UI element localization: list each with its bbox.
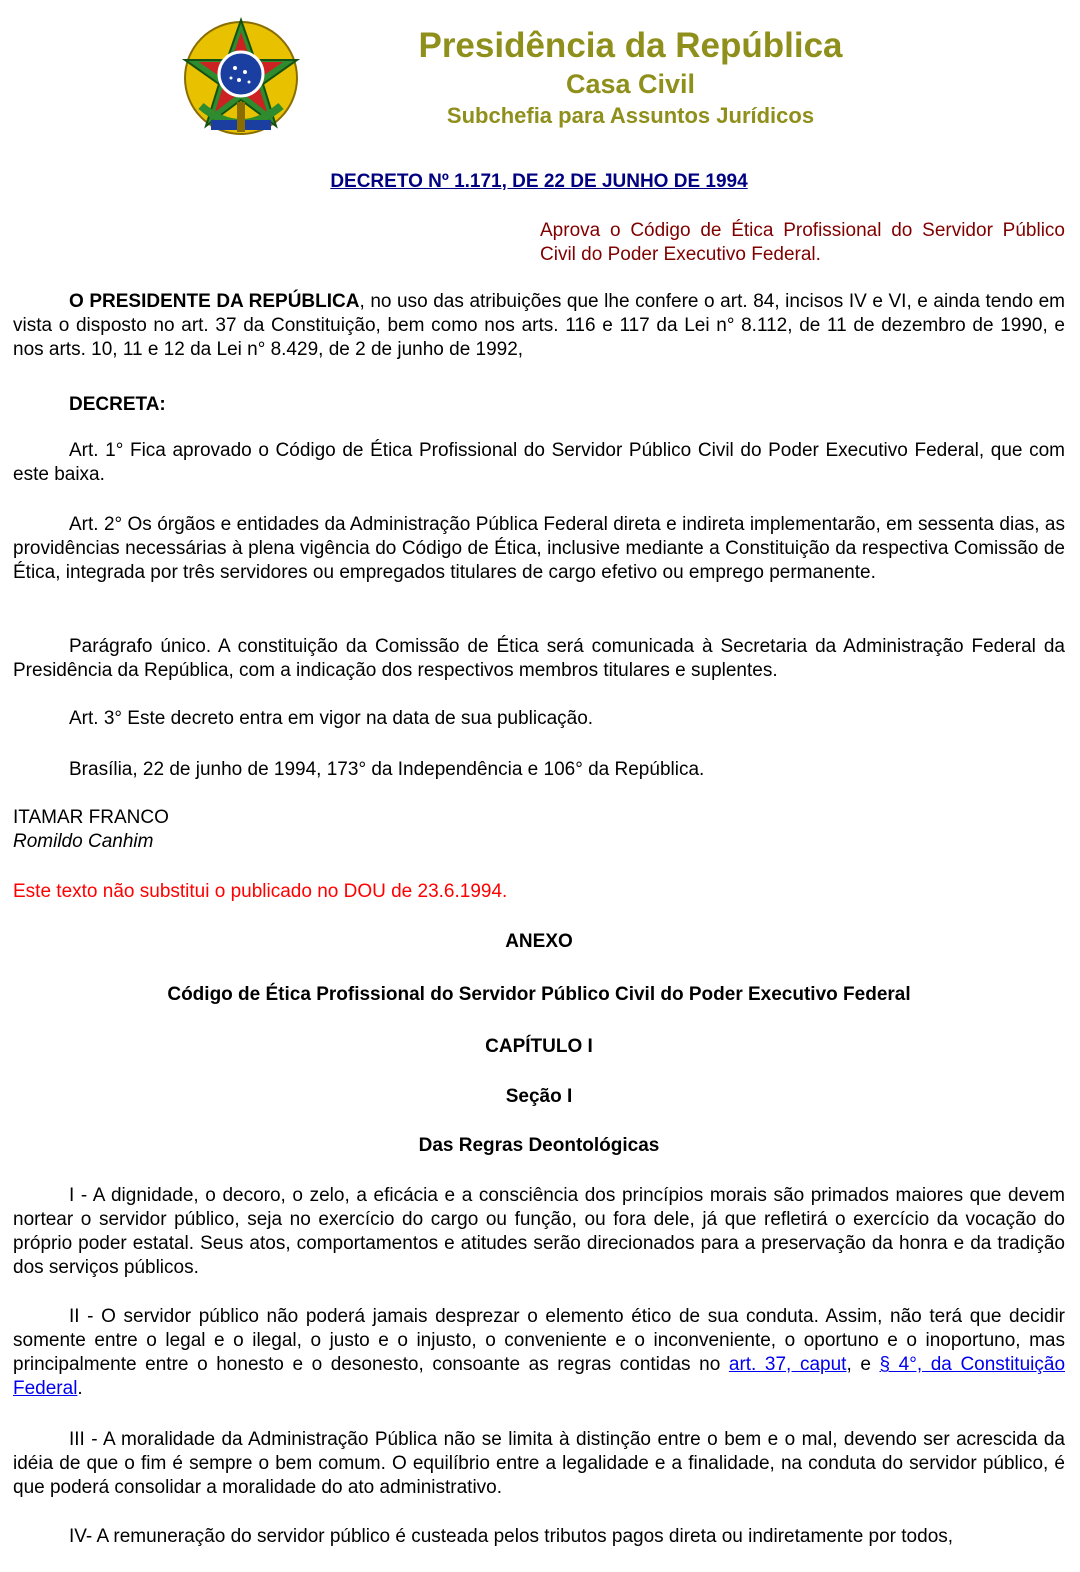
decree-title [13, 170, 1065, 194]
rule-item-2-mid: , e [846, 1354, 880, 1375]
decree-title-link[interactable]: DECRETO Nº 1.171, DE 22 DE JUNHO DE 1994 [330, 171, 748, 192]
signature-president: ITAMAR FRANCO [13, 807, 169, 828]
preamble [13, 290, 1065, 362]
link-constituicao-federal[interactable]: § 4°, da Constituição Federal [13, 1354, 1066, 1399]
decree-ementa: Aprova o Código de Ética Profissional do Servidor Público Civil do Poder Executivo Federal. [540, 220, 1065, 265]
section-title: Das Regras Deontológicas [418, 1135, 660, 1156]
section-heading: Seção I [505, 1086, 573, 1107]
rule-item-2-text: II - O servidor público não poderá jamais desprezar o elemento ético de sua conduta. Assim, não terá que decidir somente entre o legal e o ilegal, o justo e o injusto, o conveniente e o inconveniente, o oportuno e o inoportuno, mas principalmente entre o honesto e o desonesto, consoante as regras contidas no [13, 1306, 1065, 1375]
rule-item-3: III - A moralidade da Administração Pública não se limita à distinção entre o bem e o mal, devendo ser acrescida da idéia de que o fim é sempre o bem comum. O equilíbrio entre a legalidade e a finalidade, na conduta do servidor público, é que poderá consolidar a moralidade do ato administrativo. [13, 1429, 1065, 1498]
article-3: Art. 3° Este decreto entra em vigor na data de sua publicação. [69, 708, 594, 729]
signature-minister: Romildo Canhim [13, 831, 154, 852]
rule-item-2 [13, 1305, 1065, 1401]
rule-item-4: IV- A remuneração do servidor público é custeada pelos tributos pagos direta ou indiretamente por todos, [69, 1526, 954, 1547]
header-department: Subchefia para Assuntos Jurídicos [446, 103, 815, 128]
paragrafo-unico: Parágrafo único. A constituição da Comissão de Ética será comunicada à Secretaria da Administração Federal da Presidência da República, com a indicação dos respectivos membros titulares e suplentes. [13, 636, 1065, 681]
header [13, 0, 1065, 160]
code-title: Código de Ética Profissional do Servidor Público Civil do Poder Executivo Federal [167, 984, 911, 1005]
dou-notice: Este texto não substitui o publicado no DOU de 23.6.1994. [13, 881, 508, 902]
rule-item-1: I - A dignidade, o decoro, o zelo, a eficácia e a consciência dos princípios morais são primados maiores que devem nortear o servidor público, seja no exercício do cargo ou função, ou fora dele, já que refletirá o exercício da vocação do próprio poder estatal. Seus atos, comportamentos e atitudes serão direcionados para a preservação da honra e da tradição dos serviços públicos. [13, 1185, 1065, 1278]
rule-item-2-end: . [77, 1378, 83, 1399]
article-2: Art. 2° Os órgãos e entidades da Administração Pública Federal direta e indireta implementarão, em sessenta dias, as providências necessárias à plena vigência do Código de Ética, inclusive mediante a Constituição da respectiva Comissão de Ética, integrada por três servidores ou empregados titulares de cargo efetivo ou emprego permanente. [13, 514, 1065, 583]
header-subtitle: Casa Civil [565, 69, 696, 99]
preamble-text: , no uso das atribuições que lhe confere o art. 84, incisos IV e VI, e ainda tendo em vista o disposto no art. 37 da Constituição, bem como nos arts. 116 e 117 da Lei n° 8.112, de 11 de dezembro de 1990, e nos arts. 10, 11 e 12 da Lei n° 8.429, de 2 de junho de 1992, [13, 291, 1065, 360]
chapter-heading: CAPÍTULO I [485, 1036, 593, 1057]
place-date: Brasília, 22 de junho de 1994, 173° da Independência e 106° da República. [69, 759, 705, 780]
header-title: Presidência da República [418, 26, 843, 65]
decreta-heading: DECRETA: [69, 394, 166, 415]
document-page [13, 0, 1066, 1547]
preamble-lead: O PRESIDENTE DA REPÚBLICA [69, 291, 360, 312]
article-1: Art. 1° Fica aprovado o Código de Ética Profissional do Servidor Público Civil do Poder Executivo Federal, que com este baixa. [13, 440, 1065, 485]
annex-title: ANEXO [505, 931, 573, 952]
link-art-37-caput[interactable]: art. 37, caput [728, 1354, 847, 1375]
